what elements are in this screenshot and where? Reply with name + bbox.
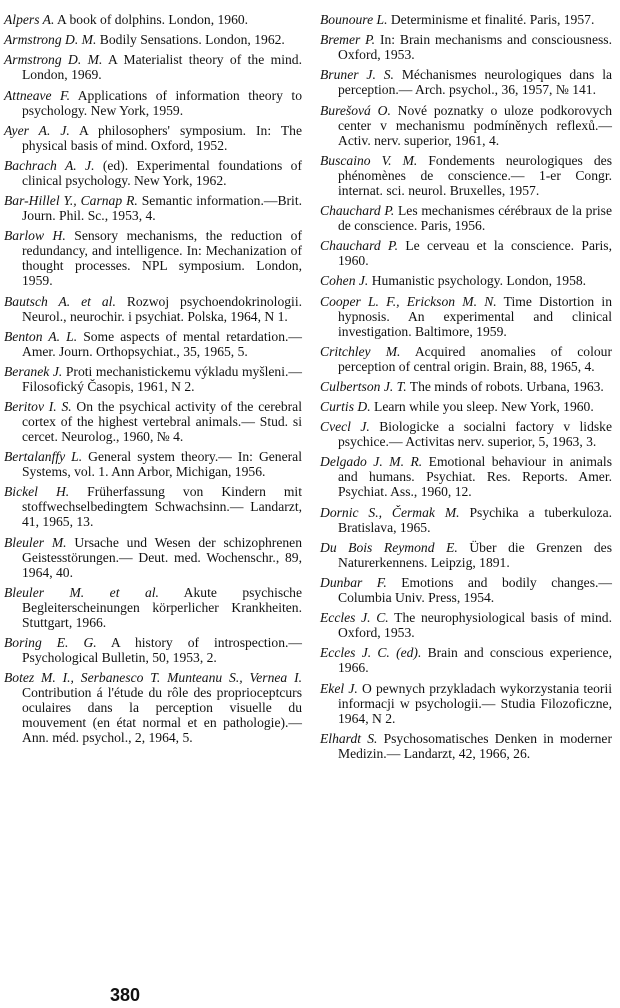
entry-citation: Über die Grenzen des Naturerkennens. Leipzig, 1891. [338, 539, 612, 570]
entry-citation: O pewnych przykladach wykorzystania teorii informacji w psychologii.— Studia Filozoficzne, 1964, N 2. [338, 680, 613, 726]
entry-author: Bleuler M. [4, 534, 67, 550]
entry-author: Beranek J. [4, 363, 63, 379]
entry-citation: Emotions and bodily changes.— Columbia Univ. Press, 1954. [338, 575, 612, 605]
entry-citation: General system theory.— In: General Systems, vol. 1. Ann Arbor, Michigan, 1956. [22, 449, 302, 480]
entry-author: Cohen J. [320, 273, 369, 289]
entry-citation: Méchanismes neurologiques dans la perception.— Arch. psychol., 36, 1957, № 141. [338, 67, 612, 98]
entry-citation: Sensory mechanisms, the reduction of redundancy, and intelligence. In: Mechanization of thought processes. NPL symposium. London, 1959. [22, 228, 302, 289]
bibliography-entry [320, 67, 612, 97]
entry-citation: A Materialist theory of the mind. London, 1969. [22, 52, 302, 83]
entry-citation: Determinisme et finalité. Paris, 1957. [387, 12, 595, 27]
entry-citation: Learn while you sleep. New York, 1960. [370, 399, 594, 415]
bibliography-entry [4, 484, 302, 529]
entry-author: Bertalanffy L. [4, 449, 83, 465]
bibliography-entry [320, 540, 612, 570]
bibliography-entry [4, 364, 302, 394]
entry-citation: On the psychical activity of the cerebral cortex of the highest vertebral animals.— Stud. si cercet. Neurolog., 1960, № 4. [22, 399, 302, 445]
entry-author: Du Bois Reymond E. [320, 539, 458, 555]
entry-citation: A philosophers' symposium. In: The physical basis of mind. Oxford, 1952. [22, 122, 302, 153]
entry-citation: Emotional behaviour in animals and humans. Psychiat. Res. Reports. Amer. Psychiat. Ass., 1960, 12. [338, 454, 613, 500]
entry-author: Bar-Hillel Y., Carnap R. [4, 193, 138, 209]
entry-citation: The minds of robots. Urbana, 1963. [406, 378, 604, 394]
bibliography-entry [320, 103, 612, 148]
entry-author: Armstrong D. M. [4, 32, 97, 48]
entry-author: Chauchard P. [320, 238, 398, 254]
entry-author: Eccles J. C. [320, 610, 389, 626]
entry-citation: Acquired anomalies of colour perception of central origin. Brain, 88, 1965, 4. [338, 343, 612, 374]
entry-citation: Proti mechanistickemu výkladu myšleni.— Filosofický Časopis, 1961, N 2. [22, 363, 302, 394]
entry-author: Bounoure L. [320, 12, 388, 27]
bibliography-entry [4, 88, 302, 118]
bibliography-entry [4, 12, 302, 27]
entry-author: Eccles J. C. (ed). [320, 645, 422, 661]
bibliography-entry [320, 731, 612, 761]
bibliography-entry [320, 681, 612, 726]
bibliography-column-right [320, 12, 612, 766]
entry-author: Bautsch A. et al. [4, 293, 116, 309]
bibliography-entry [4, 158, 302, 188]
entry-citation: Time Distortion in hypnosis. An experimental and clinical investigation. Baltimore, 1959. [338, 293, 612, 339]
entry-citation: Früherfassung von Kindern mit stoffwechselbedingtem Schwachsinn.— Landarzt, 41, 1965, 13. [22, 484, 302, 530]
bibliography-entry [320, 32, 612, 62]
bibliography-entry [320, 454, 612, 499]
entry-author: Buscaino V. M. [320, 152, 418, 168]
entry-citation: Contribution á l'étude du rôle des proprioceptcurs oculaires dans la perception visuelle du mouvement (en état normal et en pathologie).— Ann. méd. psychol., 2, 1964, 5. [22, 685, 302, 746]
bibliography-entry [4, 193, 302, 223]
entry-citation: A history of introspection.— Psychological Bulletin, 50, 1953, 2. [22, 635, 302, 665]
entry-citation: In: Brain mechanisms and consciousness. Oxford, 1953. [338, 32, 612, 63]
bibliography-entry [4, 123, 302, 153]
entry-author: Botez M. I., Serbanesco T. Munteanu S., Vernea I. [4, 670, 302, 686]
bibliography-entry [320, 12, 612, 27]
bibliography-column-left [4, 12, 302, 750]
bibliography-entry [320, 294, 612, 339]
entry-author: Delgado J. M. R. [320, 454, 423, 470]
entry-author: Benton A. L. [4, 328, 78, 344]
bibliography-entry [4, 52, 302, 82]
entry-citation: Ursache und Wesen der schizophrenen Geistesstörungen.— Deut. med. Wochenschr., 89, 1964, 40. [22, 534, 302, 580]
bibliography-entry [320, 419, 612, 449]
entry-author: Bleuler M. et al. [4, 584, 159, 600]
bibliography-entry [320, 645, 612, 675]
bibliography-entry [320, 273, 612, 288]
entry-citation: Bodily Sensations. London, 1962. [96, 32, 285, 48]
bibliography-entry [320, 153, 612, 198]
bibliography-entry [320, 575, 612, 605]
entry-citation: Semantic information.—Brit. Journ. Phil. Sc., 1953, 4. [22, 193, 302, 224]
entry-author: Elhardt S. [320, 730, 378, 746]
bibliography-entry [320, 505, 612, 535]
entry-author: Bachrach A. J. [4, 157, 95, 173]
bibliography-entry [4, 535, 302, 580]
bibliography-entry [4, 32, 302, 47]
entry-citation: Brain and conscious experience, 1966. [338, 645, 612, 676]
entry-citation: A book of dolphins. London, 1960. [54, 12, 249, 27]
entry-author: Cooper L. F., Erickson M. N. [320, 293, 497, 309]
entry-author: Chauchard P. [320, 202, 395, 218]
bibliography-entry [320, 610, 612, 640]
entry-author: Bruner J. S. [320, 67, 394, 83]
bibliography-entry [320, 344, 612, 374]
entry-author: Boring E. G. [4, 635, 97, 650]
entry-author: Ekel J. [320, 680, 358, 696]
entry-author: Alpers A. [4, 12, 55, 27]
bibliography-entry [4, 228, 302, 288]
entry-author: Armstrong D. M. [4, 52, 103, 68]
entry-author: Bickel H. [4, 484, 70, 500]
entry-citation: The neurophysiological basis of mind. Oxford, 1953. [338, 610, 613, 641]
entry-citation: Fondements neurologiques des phénomènes de conscience.— 1-er Congr. internat. sci. neurol. Bruxelles, 1957. [338, 152, 612, 198]
entry-citation: (ed). Experimental foundations of clinical psychology. New York, 1962. [22, 157, 302, 188]
entry-author: Dunbar F. [320, 575, 387, 590]
entry-author: Barlow H. [4, 228, 66, 244]
entry-author: Culbertson J. T. [320, 378, 407, 394]
bibliography-entry [320, 203, 612, 233]
entry-citation: Akute psychische Begleiterscheinungen körperlicher Krankheiten. Stuttgart, 1966. [22, 584, 302, 630]
entry-author: Dornic S., Čermak M. [320, 504, 460, 520]
entry-citation: Psychika a tuberkuloza. Bratislava, 1965. [338, 504, 612, 535]
entry-author: Ayer A. J. [4, 122, 70, 138]
entry-citation: Les mechanismes cérébraux de la prise de conscience. Paris, 1956. [338, 202, 612, 233]
entry-citation: Psychosomatisches Denken in moderner Medizin.— Landarzt, 42, 1966, 26. [338, 730, 612, 761]
entry-author: Burešová O. [320, 102, 391, 118]
bibliography-entry [320, 238, 612, 268]
entry-author: Bremer P. [320, 32, 376, 48]
entry-citation: Biologicke a socialni factory v lidske psychice.— Activitas nerv. superior, 5, 1963, 3. [338, 419, 612, 450]
entry-author: Curtis D. [320, 399, 371, 415]
bibliography-entry [4, 399, 302, 444]
bibliography-entry [4, 670, 302, 745]
entry-author: Cvecl J. [320, 419, 370, 435]
bibliography-entry [4, 329, 302, 359]
entry-citation: Nové poznatky o uloze podkorovych center v mechanismu podmíněnych reflexů.— Activ. nerv. superior, 1961, 4. [338, 102, 613, 148]
entry-author: Beritov I. S. [4, 399, 72, 415]
entry-citation: Humanistic psychology. London, 1958. [368, 273, 587, 289]
entry-author: Critchley M. [320, 343, 401, 359]
entry-citation: Rozwoj psychoendokrinologii. Neurol., neurochir. i psychiat. Polska, 1964, N 1. [22, 293, 302, 324]
entry-citation: Some aspects of mental retardation.— Amer. Journ. Orthopsychiat., 35, 1965, 5. [22, 328, 302, 359]
bibliography-entry [4, 585, 302, 630]
page-number: 380 [110, 985, 141, 1005]
bibliography-entry [4, 294, 302, 324]
bibliography-entry [320, 379, 612, 394]
bibliography-entry [4, 635, 302, 665]
bibliography-entry [320, 399, 612, 414]
entry-citation: Applications of information theory to psychology. New York, 1959. [22, 87, 302, 118]
bibliography-entry [4, 449, 302, 479]
entry-citation: Le cerveau et la conscience. Paris, 1960. [338, 238, 612, 269]
entry-author: Attneave F. [4, 87, 70, 103]
